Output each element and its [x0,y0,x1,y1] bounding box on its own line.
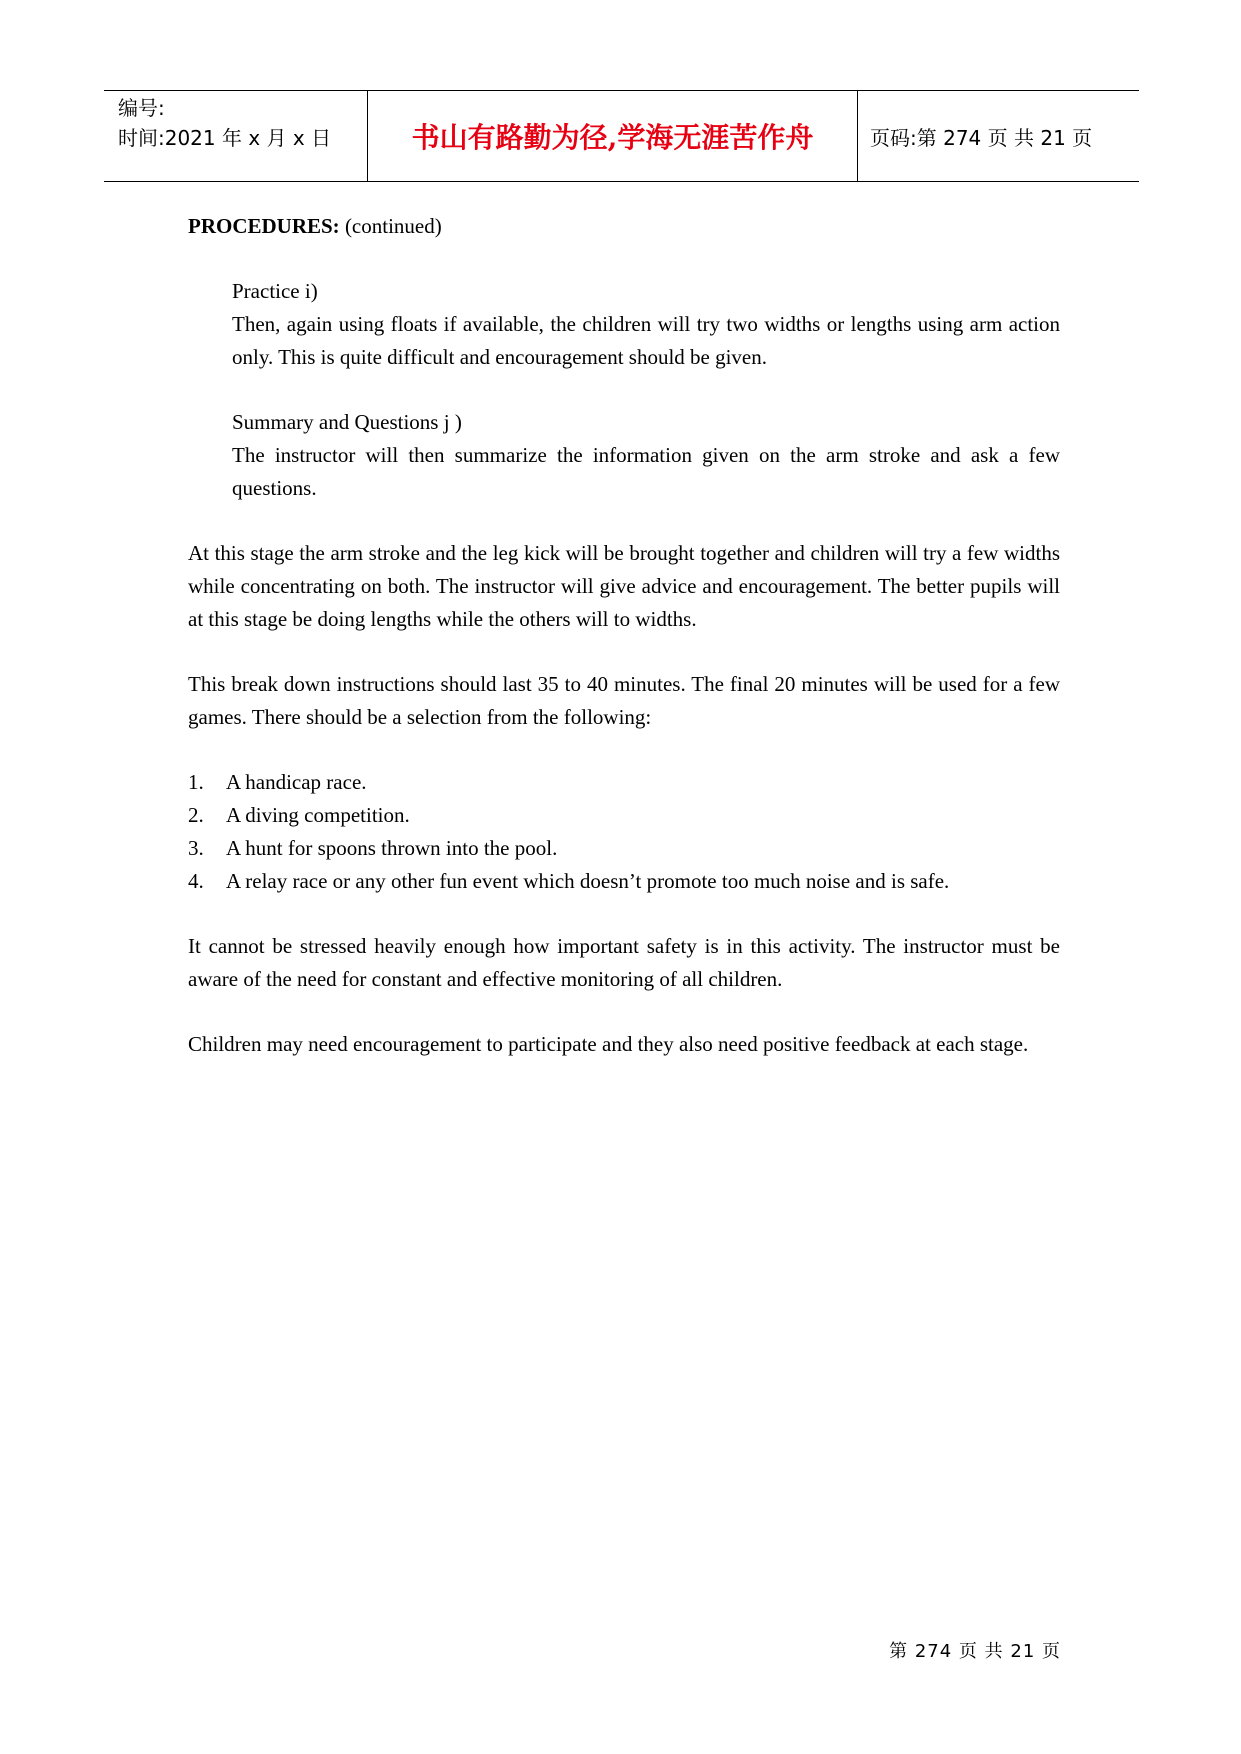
list-item: 3. A hunt for spoons thrown into the pool. [188,836,558,860]
heading-rest: (continued) [339,214,442,238]
time-label: 时间:2021 年 x 月 x 日 [118,126,332,150]
page-footer: 第 274 页 共 21 页 [889,1641,1061,1662]
section-heading [188,210,1060,243]
paragraph-3: It cannot be stressed heavily enough how important safety is in this activity. The instructor must be aware of the need for constant and effective monitoring of all children. [188,934,1060,991]
heading-bold: PROCEDURES: [188,214,340,238]
header-left-cell [104,91,368,181]
header-table [104,90,1139,182]
list-item: 4. A relay race or any other fun event which doesn’t promote too much noise and is safe. [188,869,950,893]
paragraph-1: At this stage the arm stroke and the leg kick will be brought together and children will try a few widths while concentrating on both. The instructor will give advice and encouragement. The better pupils will at this stage be doing lengths while the others will to widths. [188,541,1060,631]
paragraph-2: This break down instructions should last 35 to 40 minutes. The final 20 minutes will be used for a few games. There should be a selection from the following: [188,672,1060,729]
summary-text: The instructor will then summarize the information given on the arm stroke and ask a few questions. [232,443,1060,500]
summary-block [188,406,1060,505]
header-motto-cell [368,91,858,181]
list-item: 1. A handicap race. [188,770,367,794]
paragraph-4: Children may need encouragement to participate and they also need positive feedback at each stage. [188,1032,1029,1056]
practice-text: Then, again using floats if available, the children will try two widths or lengths using arm action only. This is quite difficult and encouragement should be given. [232,312,1060,369]
practice-block [188,275,1060,374]
summary-title: Summary and Questions j ) [232,410,462,434]
games-list [188,766,1060,898]
list-item: 2. A diving competition. [188,803,410,827]
document-body [188,210,1060,1061]
practice-title: Practice i) [232,279,318,303]
number-label: 编号: [118,96,165,120]
motto: 书山有路勤为径,学海无涯苦作舟 [411,121,814,154]
page-info: 页码:第 274 页 共 21 页 [870,125,1093,150]
header-page-cell [858,91,1139,181]
